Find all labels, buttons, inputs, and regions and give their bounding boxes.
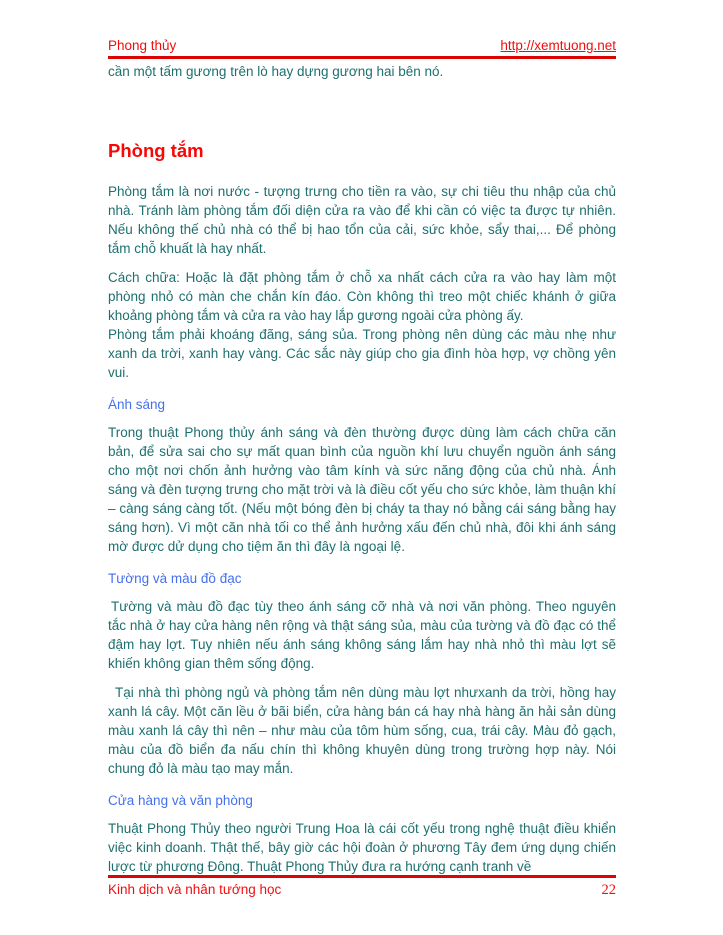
section-heading-shops-offices: Cửa hàng và văn phòng [108,793,253,808]
paragraph-walls-colors-2: Tại nhà thì phòng ngủ và phòng tắm nên dùng màu lợt nhưxanh da trời, hồng hay xanh lá cây. Một căn lều ở bãi biển, cửa hàng bán cá hay nhà hàng ăn hải sản dùng màu xanh lá cây thì nên – như màu của tôm hùm sống, cua, trái cây. Màu đỏ gạch, màu của đồ biển đa nấu chín thì không khuyên dùng trong trường hợp này. Nói chung đỏ là màu tạo may mắn. [108,685,616,776]
paragraph-light: Trong thuật Phong thủy ánh sáng và đèn thường được dùng làm cách chữa căn bản, để sửa sai cho sự mất quan bình của nguồn khí lưu chuyển nguồn ánh sáng cho một nơi chốn ảnh hưởng vào tâm kính và sức năng động của chủ nhà. Ánh sáng và đèn tượng trưng cho mặt trời và là điều cốt yếu cho sức khỏe, làm thuận khí – càng sáng càng tốt. (Nếu một bóng đèn bị cháy ta thay nó bằng cái sáng bằng hay sáng hơn). Vì một căn nhà tối co thể ảnh hưởng xấu đến chủ nhà, đôi khi ánh sáng mờ được dử dụng cho tiệm ăn thì đây là ngoại lệ. [108,425,616,554]
lead-line: cần một tấm gương trên lò hay dựng gương hai bên nó. [108,64,444,79]
paragraph-shops-offices: Thuật Phong Thủy theo người Trung Hoa là cái cốt yếu trong nghệ thuật điều khiển việc kinh doanh. Thật thế, bây giờ các hội đoàn ở phương Tây đem ứng dụng chiến lược từ phương Đông. Thuật Phong Thủy đưa ra hướng cạnh tranh về [108,821,616,874]
footer-book-title: Kinh dịch và nhân tướng học [108,882,282,897]
paragraph-remedy: Cách chữa: Hoặc là đặt phòng tắm ở chỗ xa nhất cách cửa ra vào hay làm một phòng nhỏ có màn che chắn kín đáo. Còn không thì treo một chiếc khánh ở giữa khoảng phòng tắm và cửa ra vào hay lắp gương ngoài cửa phòng ấy. [108,270,616,323]
running-footer [108,873,616,899]
paragraph-remedy-cont: Phòng tắm phải khoáng đãng, sáng sủa. Trong phòng nên dùng các màu nhẹ như xanh da trời, xanh hay vàng. Các sắc này giúp cho gia đình hòa hợp, vợ chồng yên vui. [108,327,616,380]
paragraph-intro: Phòng tắm là nơi nước - tượng trưng cho tiền ra vào, sự chi tiêu thu nhập của chủ nhà. Tránh làm phòng tắm đối diện cửa ra vào để khi cần có việc ta được tự nhiên. Nếu không thế chủ nhà có thể bị hao tổn của cải, sức khỏe, sẩy thai,... Để phòng tắm chỗ khuất là hay nhất. [108,184,616,256]
header-rule [108,56,616,59]
section-heading-walls-colors: Tường và màu đồ đạc [108,571,242,586]
section-heading-light: Ánh sáng [108,397,166,412]
footer-rule [108,875,616,878]
site-link[interactable]: http://xemtuong.net [500,38,616,53]
page-number: 22 [601,882,616,898]
page-title: Phòng tắm [108,140,204,161]
running-header [108,38,616,54]
paragraph-walls-colors-1: Tường và màu đồ đạc tùy theo ánh sáng cỡ nhà và nơi văn phòng. Theo nguyên tắc nhà ở hay cửa hàng nên rộng và thật sáng sủa, màu của tường và đồ đạc có thể đậm hay lợt. Tuy nhiên nếu ánh sáng không sáng lắm hay nhà nhỏ thì màu lợt sẽ khiến không gian thêm sống động. [108,599,616,671]
header-brand: Phong thủy [108,38,177,53]
